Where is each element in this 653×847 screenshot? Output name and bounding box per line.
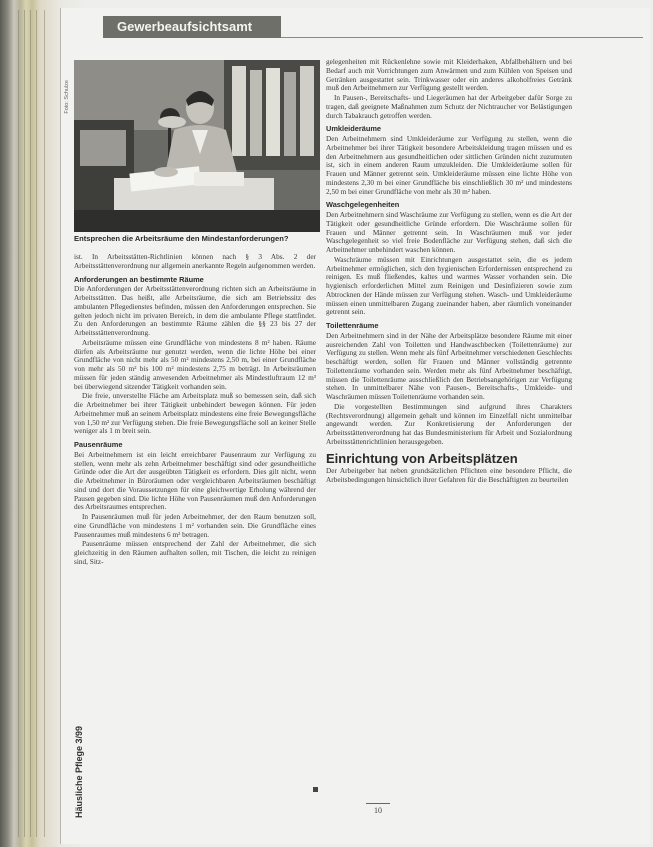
photo-credit: Foto: Schulze: [64, 80, 70, 114]
paragraph: Die vorgestellten Bestimmungen sind aufgrund ihres Charakters (Rechtsverordnung) allgemein gehalt und können im Einzelfall nicht unmittelbar angewandt werden. Zur Konkretisierung der Anforderungen der Arbeitsstättenverordnung hat das Bundesministerium für Arbeit und Sozialordnung Arbeitsstättenrichtlinien herausgegeben.: [326, 401, 572, 446]
right-text-column: [326, 58, 572, 486]
paragraph: ist. In Arbeitsstätten-Richtlinien können nach § 3 Abs. 2 der Arbeitsstättenverordnung nur allgemein anerkannte Regeln aufgenommen werden.: [74, 252, 316, 270]
section-header: Gewerbeaufsichtsamt: [103, 16, 281, 38]
end-mark: [313, 787, 318, 792]
section-heading: Umkleideräume: [326, 124, 382, 134]
header-rule: [281, 37, 643, 38]
left-text-column: [74, 253, 316, 568]
photo-caption: Entsprechen die Arbeitsräume den Mindestanforderungen?: [74, 234, 289, 243]
paragraph: Die freie, unverstellte Fläche am Arbeitsplatz muß so bemessen sein, daß sich die Arbeitnehmer bei ihrer Tätigkeit unbehindert bewegen können. Für jeden Arbeitnehmer muß an seinem Arbeitsplatz mindestens eine freie Bewegungsfläche von 1,50 m² zur Verfügung stehen. Die freie Bewegungsfläche soll an keiner Stelle weniger als 1 m breit sein.: [74, 391, 316, 436]
paragraph: Waschräume müssen mit Einrichtungen ausgestattet sein, die es jedem Arbeitnehmer ermöglichen, sich den hygienischen Erfordernissen entsprechend zu reinigen. Es muß fließendes, kaltes und warmes Wasser vorhanden sein. Die hygienisch erforderlichen Mittel zum Reinigen und Desinfizieren sowie zum Abtrocknen der Hände müssen zur Verfügung stehen. Wasch- und Umkleideräume müssen einen unmittelbaren Zugang zueinander haben, aber räumlich voneinander getrennt sein.: [326, 254, 572, 317]
section-heading: Waschgelegenheiten: [326, 200, 400, 210]
office-photo: [74, 60, 320, 232]
paragraph: Pausenräume müssen entsprechend der Zahl der Arbeitnehmer, die sich gleichzeitig in den Räumen aufhalten sollen, mit Tischen, die leicht zu reinigen sind, Sitz-: [74, 539, 316, 566]
paragraph: Den Arbeitnehmern sind Waschräume zur Verfügung zu stellen, wenn es die Art der Tätigkeit oder gesundheitliche Gründe erfordern. Die Waschräume sollen für Frauen und Männer getrennt sein. In Waschräumen muß vor jeder Waschgelegenheit so viel freie Bodenfläche zur Verfügung stehen, daß sich die Arbeitnehmer unbehindert waschen können.: [326, 210, 572, 254]
section-heading: Toilettenräume: [326, 321, 379, 330]
page-number: 10: [374, 806, 382, 815]
page-number-rule: [366, 803, 390, 804]
paragraph: In Pausen-, Bereitschafts- und Liegeräumen hat der Arbeitgeber dafür Sorge zu tragen, daß geeignete Maßnahmen zum Schutz der Nichtraucher vor Belästigungen durch Tabakrauch getroffen werden.: [326, 93, 572, 120]
paragraph: In Pausenräumen muß für jeden Arbeitnehmer, der den Raum benutzen soll, eine Grundfläche von mindestens 1 m² vorhanden sein. Die Grundfläche eines Pausenraumes muß mindestens 6 m² betragen.: [74, 512, 316, 539]
paragraph: Arbeitsräume müssen eine Grundfläche von mindestens 8 m² haben. Räume dürfen als Arbeitsräume nur genutzt werden, wenn die lichte Höhe bei einer Grundfläche von nicht mehr als 50 m² mindestens 2,50 m, bei einer Grundfläche von mehr als 50 m² bis 100 m² mindestens 2,75 m beträgt. In Arbeitsräumen müssen für jeden ständig anwesenden Arbeitnehmer als Mindestluftraum 12 m³ bei überwiegend sitzender Tätigkeit vorhanden sein.: [74, 337, 316, 391]
article-heading: Einrichtung von Arbeitsplätzen: [326, 450, 518, 466]
paragraph: Der Arbeitgeber hat neben grundsätzlichen Pflichten eine besondere Pflicht, die Arbeitsbedingungen hinsichtlich ihrer Gefahren für die Beschäftigten zu beurteilen: [326, 466, 572, 484]
section-heading: Anforderungen an bestimmte Räume: [74, 274, 204, 284]
office-photo-illustration: [74, 60, 320, 232]
section-heading: Pausenräume: [74, 440, 123, 449]
paragraph: gelegenheiten mit Rückenlehne sowie mit Kleiderhaken, Abfallbehältern und bei Bedarf auch mit Vorrichtungen zum Anwärmen und zum Kühlen von Speisen und Getränken ausgestattet sein. Trinkwasser oder ein anderes alkoholfreies Getränk muß den Arbeitnehmern zur Verfügung gestellt werden.: [326, 57, 572, 93]
paragraph: Den Arbeitnehmern sind Umkleideräume zur Verfügung zu stellen, wenn die Arbeitnehmer bei ihrer Tätigkeit besondere Arbeitskleidung tragen müssen und es den Arbeitnehmern aus gesundheitlichen oder sittlichen Gründen nicht zuzumuten ist, sich in einem anderen Raum umzukleiden. Die Umkleideräume sollen für Frauen und Männer getrennt sein. Umkleideräume müssen eine lichte Höhe von mindestens 2,30 m bei einer Grundfläche bis einschließlich 30 m² und mindestens 2,50 m bei einer Grundfläche von mehr als 30 m² haben.: [326, 134, 572, 196]
paragraph: Bei Arbeitnehmern ist ein leicht erreichbarer Pausenraum zur Verfügung zu stellen, wenn mehr als zehn Arbeitnehmer beschäftigt sind oder gesundheitliche Gründe oder die Art der ausgeübten Tätigkeit es erfordern. Dies gilt nicht, wenn die Arbeitnehmer in Büroräumen oder vergleichbaren Arbeitsräumen beschäftigt sind und dort die Voraussetzungen für eine gleichwertige Erholung während der Pausen gegeben sind. Die lichte Höhe von Pausenräumen muß den Anforderungen des Arbeitsraumes entsprechen.: [74, 449, 316, 512]
paragraph: Die Anforderungen der Arbeitsstättenverordnung richten sich an Arbeitsräume in Arbeitsstätten. Das heißt, alle Arbeitsräume, die sich am Betriebssitz des ambulanten Pflegedienstes befinden, müssen den Anforderungen entsprechen. Sie gelten jedoch nicht im privaten Bereich, in dem die ambulante Pflege stattfindet. Zu den Anforderungen an bestimmte Räume zählen die §§ 23 bis 27 der Arbeitsstättenverordnung.: [74, 284, 316, 337]
journal-reference: Häusliche Pflege 3/99: [74, 725, 84, 818]
paragraph: Den Arbeitnehmern sind in der Nähe der Arbeitsplätze besondere Räume mit einer ausreichenden Zahl von Toiletten und Handwaschbecken (Toilettenräume) zur Verfügung zu stellen. Wenn mehr als fünf Arbeitnehmer verschiedenen Geschlechts beschäftigt werden, sollen für Frauen und Männer vollständig getrennte Toilettenräume vorhanden sein. Werden mehr als fünf Arbeitnehmer beschäftigt, müssen die Toilettenräume ausschließlich den Betriebsangehörigen zur Verfügung stehen. In unmittelbarer Nähe von Pausen-, Bereitschafts-, Umkleide- und Waschräumen müssen Toilettenräume vorhanden sein.: [326, 330, 572, 401]
